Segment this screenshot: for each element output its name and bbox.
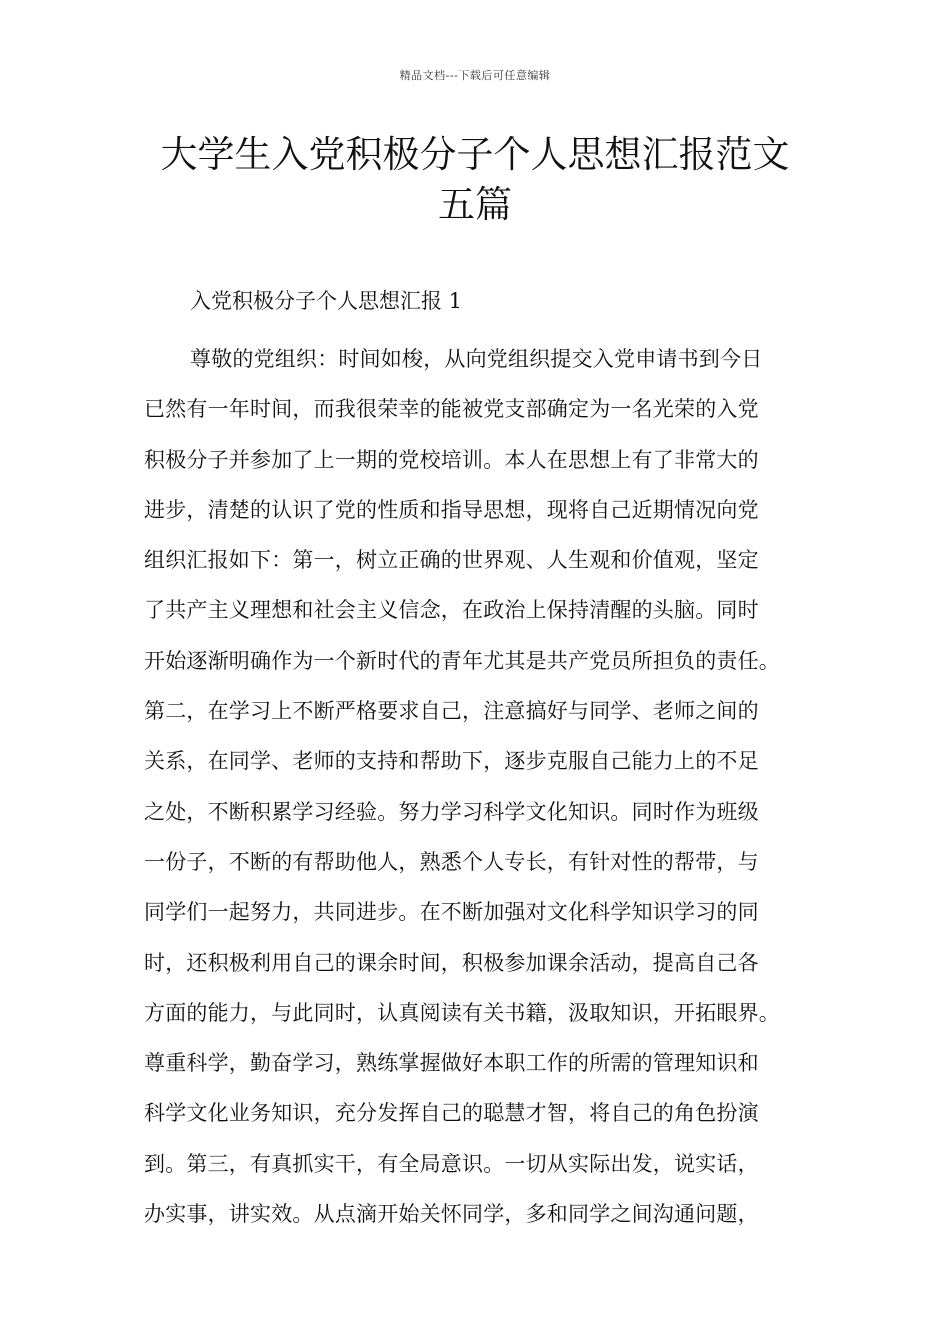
section-heading: 入党积极分子个人思想汇报 1 <box>190 289 463 313</box>
body-paragraph <box>144 334 814 1239</box>
document-title <box>120 130 830 230</box>
body-line: 关系，在同学、老师的支持和帮助下，逐步克服自己能力上的不足 <box>144 749 759 774</box>
body-line: 尊敬的党组织：时间如梭，从向党组织提交入党申请书到今日 <box>190 347 763 371</box>
body-line: 组织汇报如下：第一，树立正确的世界观、人生观和价值观，坚定 <box>144 548 759 573</box>
body-line: 了共产主义理想和社会主义信念，在政治上保持清醒的头脑。同时 <box>144 598 759 623</box>
body-line: 之处，不断积累学习经验。努力学习科学文化知识。同时作为班级 <box>144 799 759 824</box>
body-line: 科学文化业务知识，充分发挥自己的聪慧才智，将自己的角色扮演 <box>144 1101 759 1126</box>
body-line: 开始逐渐明确作为一个新时代的青年尤其是共产党员所担负的责任。 <box>144 648 780 673</box>
body-line: 到。第三，有真抓实干，有全局意识。一切从实际出发，说实话， <box>144 1151 759 1176</box>
body-line: 时，还积极利用自己的课余时间，积极参加课余活动，提高自己各 <box>144 950 759 975</box>
body-line: 已然有一年时间，而我很荣幸的能被党支部确定为一名光荣的入党 <box>144 397 759 422</box>
body-line: 尊重科学，勤奋学习，熟练掌握做好本职工作的所需的管理知识和 <box>144 1051 759 1076</box>
body-line: 办实事，讲实效。从点滴开始关怀同学，多和同学之间沟通问题， <box>144 1202 759 1227</box>
header-note: 精品文档---下载后可任意编辑 <box>399 69 551 82</box>
body-line: 进步，清楚的认识了党的性质和指导思想，现将自己近期情况向党 <box>144 497 759 522</box>
body-line: 方面的能力，与此同时，认真阅读有关书籍，汲取知识，开拓眼界。 <box>144 1000 780 1025</box>
body-line: 一份子，不断的有帮助他人，熟悉个人专长，有针对性的帮带，与 <box>144 849 759 874</box>
title-line-2: 五篇 <box>438 183 512 226</box>
title-line-1: 大学生入党积极分子个人思想汇报范文 <box>160 133 790 176</box>
body-line: 积极分子并参加了上一期的党校培训。本人在思想上有了非常大的 <box>144 447 759 472</box>
body-line: 同学们一起努力，共同进步。在不断加强对文化科学知识学习的同 <box>144 900 759 925</box>
body-line: 第二，在学习上不断严格要求自己，注意搞好与同学、老师之间的 <box>144 699 759 724</box>
